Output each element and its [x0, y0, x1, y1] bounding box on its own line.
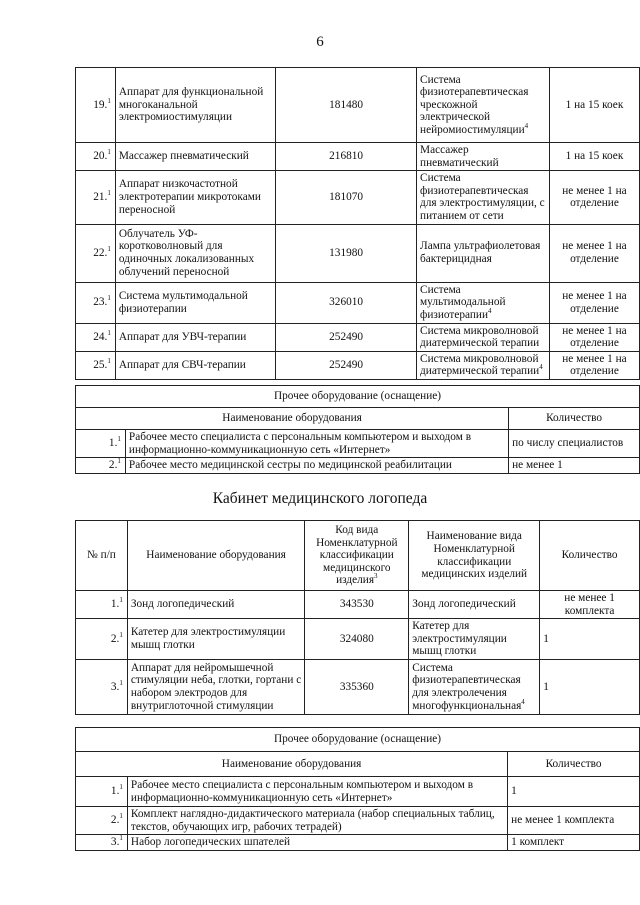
speech-therapist-equipment-table: [75, 520, 640, 715]
equipment-qty: не менее 1 на отделение: [549, 171, 639, 224]
equipment-kind: Система физиотерапевтическая чрескожной электрической нейромиостимуляции$^4$: [417, 68, 550, 143]
equipment-qty: 1 комплект: [508, 835, 640, 851]
equipment-kind: Система физиотерапевтическая для электростимуляции, с питанием от сети: [417, 171, 550, 224]
table-title: Прочее оборудование (оснащение): [76, 728, 640, 752]
equipment-name: Набор логопедических шпателей: [127, 835, 507, 851]
equipment-qty: не менее 1 комплекта: [540, 591, 640, 619]
equipment-name: Аппарат низкочастотной электротерапии микротоками переносной: [115, 171, 275, 224]
equipment-qty: по числу специалистов: [509, 430, 640, 458]
equipment-qty: 1 на 15 коек: [549, 68, 639, 143]
equipment-table: [75, 67, 640, 380]
equipment-code: 181070: [276, 171, 417, 224]
equipment-kind: Зонд логопедический: [409, 591, 540, 619]
column-header-qty: Количество: [509, 408, 640, 430]
page-number: 6: [316, 34, 324, 50]
equipment-kind: Система мультимодальной физиотерапии$^4$: [417, 282, 550, 323]
equipment-name: Рабочее место специалиста с персональным компьютером и выходом в информационно-коммуникационную сеть «Интернет»: [125, 430, 508, 458]
table-row: 3.$^1$ Аппарат для нейромышечной стимуляции неба, глотки, гортани с набором электродов для внутриглоточной стимуляции 335360 Система физиотерапевтическая для электролечения многофункциональная$^4$ 1: [76, 659, 640, 714]
equipment-qty: не менее 1 на отделение: [549, 282, 639, 323]
equipment-qty: 1 на 15 коек: [549, 143, 639, 171]
table-row: 1.$^1$ Зонд логопедический 343530 Зонд логопедический не менее 1 комплекта: [76, 591, 640, 619]
table-row: 1.$^1$ Рабочее место специалиста с персональным компьютером и выходом в информационно-коммуникационную сеть «Интернет» 1: [76, 777, 640, 807]
equipment-kind: Система физиотерапевтическая для электролечения многофункциональная$^4$: [409, 659, 540, 714]
equipment-qty: не менее 1: [509, 458, 640, 474]
equipment-name: Аппарат для УВЧ-терапии: [115, 323, 275, 351]
column-header-name: Наименование оборудования: [76, 408, 509, 430]
equipment-code: 216810: [276, 143, 417, 171]
equipment-name: Аппарат для СВЧ-терапии: [115, 351, 275, 379]
equipment-name: Рабочее место медицинской сестры по медицинской реабилитации: [125, 458, 508, 474]
equipment-code: 181480: [276, 68, 417, 143]
table-row: 21.$^1$ Аппарат низкочастотной электротерапии микротоками переносной 181070 Система физиотерапевтическая для электростимуляции, с питанием от сети не менее 1 на отделение: [76, 171, 640, 224]
equipment-kind: Катетер для электростимуляции мышц глотки: [409, 619, 540, 660]
table-row: 24.$^1$ Аппарат для УВЧ-терапии 252490 Система микроволновой диатермической терапии не менее 1 на отделение: [76, 323, 640, 351]
column-header-name: Наименование оборудования: [127, 521, 305, 591]
equipment-name: Система мультимодальной физиотерапии: [115, 282, 275, 323]
equipment-kind: Система микроволновой диатермической терапии: [417, 323, 550, 351]
equipment-code: 343530: [305, 591, 409, 619]
equipment-qty: 1: [540, 659, 640, 714]
other-equipment-table: [75, 385, 640, 474]
equipment-code: 252490: [276, 323, 417, 351]
equipment-qty: 1: [540, 619, 640, 660]
equipment-kind: Система микроволновой диатермической терапии$^4$: [417, 351, 550, 379]
table-row: 2.$^1$ Комплект наглядно-дидактического материала (набор специальных таблиц, текстов, обучающих игр, рабочих тетрадей) не менее 1 комплекта: [76, 807, 640, 835]
table-row: 2.$^1$ Катетер для электростимуляции мышц глотки 324080 Катетер для электростимуляции мышц глотки 1: [76, 619, 640, 660]
equipment-name: Комплект наглядно-дидактического материала (набор специальных таблиц, текстов, обучающих игр, рабочих тетрадей): [127, 807, 507, 835]
equipment-qty: не менее 1 комплекта: [508, 807, 640, 835]
equipment-name: Рабочее место специалиста с персональным компьютером и выходом в информационно-коммуникационную сеть «Интернет»: [127, 777, 507, 807]
equipment-kind: Массажер пневматический: [417, 143, 550, 171]
equipment-code: 131980: [276, 224, 417, 282]
equipment-name: Облучатель УФ-коротковолновый для одиночных локализованных облучений переносной: [115, 224, 275, 282]
column-header-code: Код вида Номенклатурной классификации медицинского изделия$^3$: [305, 521, 409, 591]
equipment-qty: 1: [508, 777, 640, 807]
equipment-qty: не менее 1 на отделение: [549, 351, 639, 379]
table-row: 2.$^1$ Рабочее место медицинской сестры по медицинской реабилитации не менее 1: [76, 458, 640, 474]
table-row: 3.$^1$ Набор логопедических шпателей 1 комплект: [76, 835, 640, 851]
column-header-num: № п/п: [76, 521, 128, 591]
equipment-code: 252490: [276, 351, 417, 379]
table-row: 23.$^1$ Система мультимодальной физиотерапии 326010 Система мультимодальной физиотерапии$^4$ не менее 1 на отделение: [76, 282, 640, 323]
equipment-code: 326010: [276, 282, 417, 323]
equipment-name: Массажер пневматический: [115, 143, 275, 171]
column-header-qty: Количество: [540, 521, 640, 591]
equipment-qty: не менее 1 на отделение: [549, 323, 639, 351]
equipment-code: 324080: [305, 619, 409, 660]
other-equipment-table-2: [75, 727, 640, 851]
equipment-name: Аппарат для нейромышечной стимуляции неба, глотки, гортани с набором электродов для внутриглоточной стимуляции: [127, 659, 305, 714]
table-row: 19.$^1$ Аппарат для функциональной многоканальной электромиостимуляции 181480 Система физиотерапевтическая чрескожной электрической нейромиостимуляции$^4$ 1 на 15 коек: [76, 68, 640, 143]
equipment-code: 335360: [305, 659, 409, 714]
section-title: Кабинет медицинского логопеда: [212, 490, 428, 507]
column-header-kind: Наименование вида Номенклатурной классификации медицинских изделий: [409, 521, 540, 591]
column-header-qty: Количество: [508, 752, 640, 777]
equipment-name: Катетер для электростимуляции мышц глотки: [127, 619, 305, 660]
equipment-kind: Лампа ультрафиолетовая бактерицидная: [417, 224, 550, 282]
table-row: 20.$^1$ Массажер пневматический 216810 Массажер пневматический 1 на 15 коек: [76, 143, 640, 171]
table-row: 25.$^1$ Аппарат для СВЧ-терапии 252490 Система микроволновой диатермической терапии$^4$ не менее 1 на отделение: [76, 351, 640, 379]
table-row: 1.$^1$ Рабочее место специалиста с персональным компьютером и выходом в информационно-коммуникационную сеть «Интернет» по числу специалистов: [76, 430, 640, 458]
equipment-name: Зонд логопедический: [127, 591, 305, 619]
table-row: 22.$^1$ Облучатель УФ-коротковолновый для одиночных локализованных облучений переносной 131980 Лампа ультрафиолетовая бактерицидная не менее 1 на отделение: [76, 224, 640, 282]
column-header-name: Наименование оборудования: [76, 752, 508, 777]
equipment-qty: не менее 1 на отделение: [549, 224, 639, 282]
table-title: Прочее оборудование (оснащение): [76, 386, 640, 408]
equipment-name: Аппарат для функциональной многоканальной электромиостимуляции: [115, 68, 275, 143]
